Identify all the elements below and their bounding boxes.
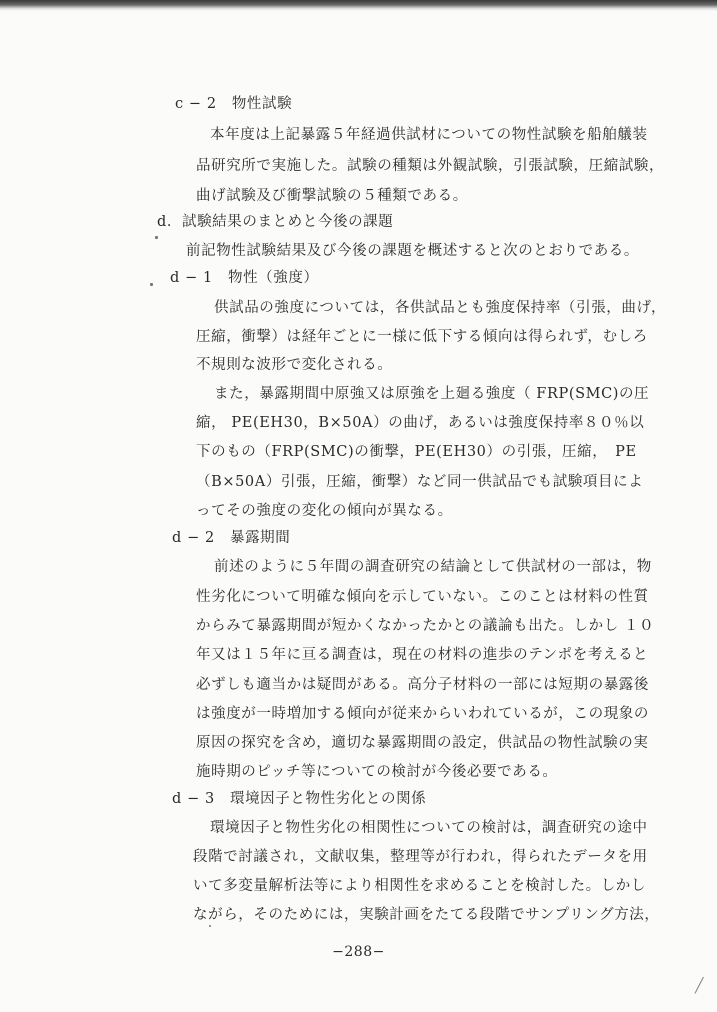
heading-d3: d − 3 環境因子と物性劣化との関係: [172, 791, 427, 807]
body-line: 前述のように５年間の調査研究の結論として供試材の一部は，物: [214, 559, 652, 575]
body-line: 供試品の強度については，各供試品とも強度保持率（引張，曲げ，: [214, 300, 667, 316]
body-line: 環境因子と物性劣化の相関性についての検討は，調査研究の途中: [210, 820, 648, 836]
body-line: からみて暴露期間が短かくなかったかとの議論も出た。しかし １０: [196, 618, 655, 634]
body-line: 不規則な波形で変化される。: [196, 357, 393, 373]
heading-d2: d − 2 暴露期間: [172, 530, 291, 546]
body-line: 性劣化について明確な傾向を示していない。このことは材料の性質: [196, 589, 649, 605]
body-line: また，暴露期間中原強又は原強を上廻る強度（ FRP(SMC)の圧: [214, 386, 650, 402]
body-line: ってその強度の変化の傾向が異なる。: [196, 503, 453, 519]
heading-d: d．試験結果のまとめと今後の課題: [157, 214, 394, 230]
body-line: 縮， PE(EH30，B×50A）の曲げ，あるいは強度保持率８０％以: [196, 415, 645, 431]
scan-speck: [155, 236, 158, 239]
body-line: 下のもの（FRP(SMC)の衝撃，PE(EH30）の引張，圧縮， PE: [196, 444, 637, 460]
body-line: 年又は１５年に亘る調査は，現在の材料の進歩のテンポを考えると: [196, 647, 649, 663]
scan-speck: [150, 283, 153, 286]
heading-d1: d − 1 物性（強度）: [170, 270, 319, 286]
body-line: 本年度は上記暴露５年経過供試材についての物性試験を船舶艤装: [210, 127, 648, 143]
scan-top-shadow: [0, 8, 717, 11]
scan-corner-mark: ╱: [695, 978, 704, 994]
scan-top-edge: [0, 0, 717, 8]
heading-c2: c − 2 物性試験: [175, 96, 293, 112]
body-line: 段階で討議され，文献収集，整理等が行われ，得られたデータを用: [193, 849, 648, 865]
body-line: 品研究所で実施した。試験の種類は外観試験，引張試験，圧縮試験，: [196, 158, 665, 174]
body-line: 必ずしも適当かは疑問がある。高分子材料の一部には短期の暴露後: [196, 677, 649, 693]
body-line: いて多変量解析法等により相関性を求めることを検討した。しかし: [193, 878, 646, 894]
body-line: 原因の探究を含め，適切な暴露期間の設定，供試品の物性試験の実: [196, 735, 649, 751]
body-line: （B×50A）引張，圧縮，衝撃）など同一供試品でも試験項目によ: [196, 474, 644, 490]
body-line: 前記物性試験結果及び今後の課題を概述すると次のとおりである。: [186, 243, 639, 259]
body-line: 曲げ試験及び衝撃試験の５種類である。: [196, 188, 468, 204]
page-number: −288−: [332, 944, 385, 960]
body-line: は強度が一時増加する傾向が従来からいわれているが，この現象の: [196, 706, 649, 722]
body-line: ながら，そのためには，実験計画をたてる段階でサンプリング方法，: [193, 907, 660, 923]
body-line: 施時期のピッチ等についての検討が今後必要である。: [196, 764, 558, 780]
scan-speck: [209, 925, 211, 927]
body-line: 圧縮，衝撃）は経年ごとに一様に低下する傾向は得られず，むしろ: [196, 329, 648, 345]
